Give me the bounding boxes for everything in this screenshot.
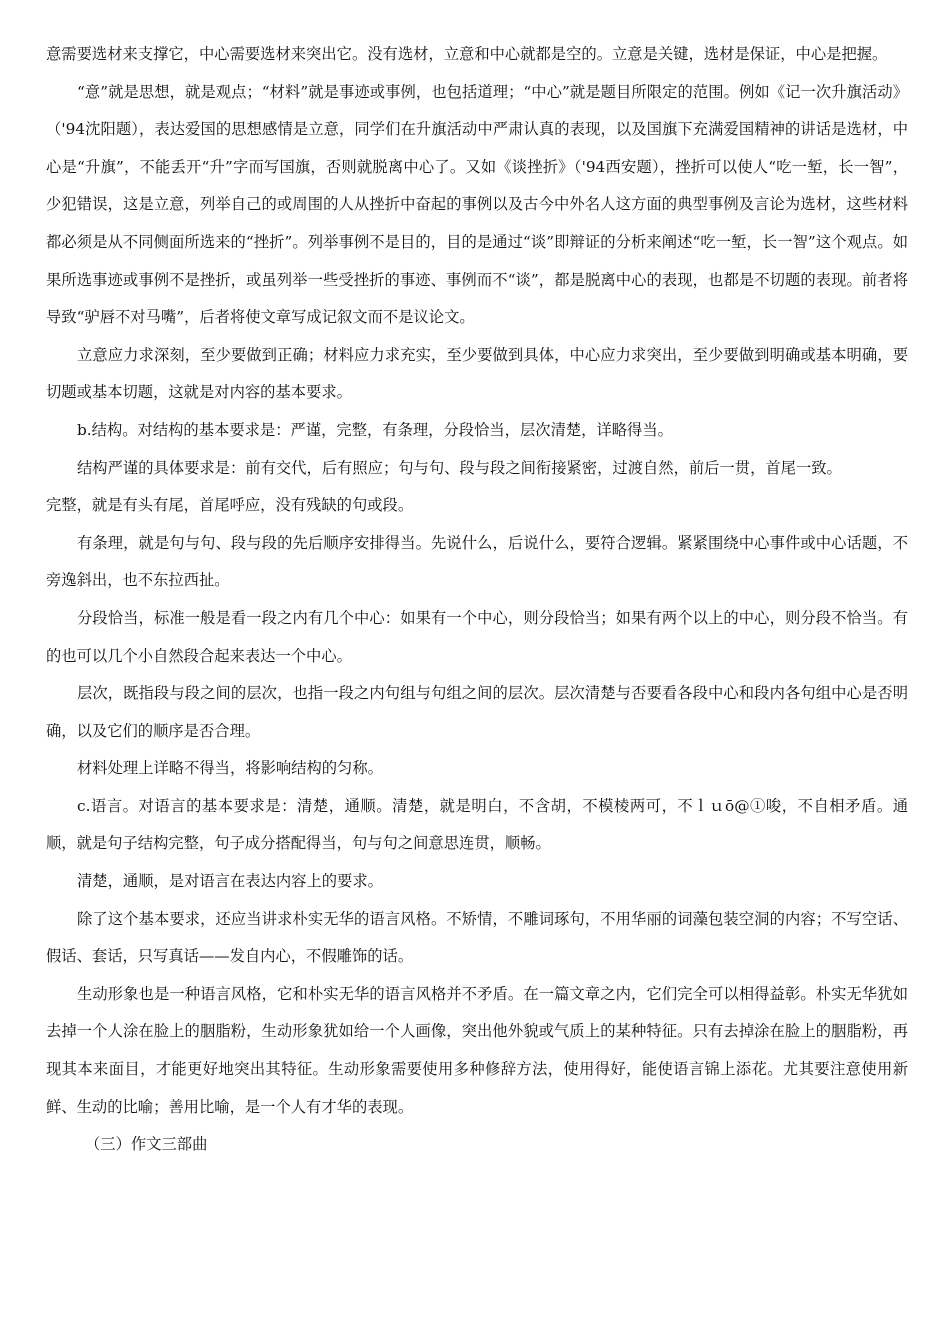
paragraph-language-plain-style: 除了这个基本要求，还应当讲求朴实无华的语言风格。不矫情，不雕词琢句，不用华丽的词藻包装空洞的内容；不写空话、假话、套话，只写真话——发自内心，不假雕饰的话。 [46, 909, 908, 966]
paragraph-structure-heading: b.结构。对结构的基本要求是：严谨，完整，有条理，分段恰当，层次清楚，详略得当。 [77, 420, 673, 439]
paragraph-layers: 层次，既指段与段之间的层次，也指一段之内句组与句组之间的层次。层次清楚与否要看各段中心和段内各句组中心是否明确，以及它们的顺序是否合理。 [46, 684, 908, 740]
paragraph-language-heading: c.语言。对语言的基本要求是：清楚，通顺。清楚，就是明白，不含胡，不模棱两可，不ｌｕō@①唆，不自相矛盾。通顺，就是句子结构完整，句子成分搭配得当，句与句之间意思连贯，顺畅。 [46, 796, 908, 853]
paragraph-paragraphing: 分段恰当，标准一般是看一段之内有几个中心：如果有一个中心，则分段恰当；如果有两个以上的中心，则分段不恰当。有的也可以几个小自然段合起来表达一个中心。 [46, 608, 908, 665]
paragraph-content-requirements: 立意应力求深刻，至少要做到正确；材料应力求充实，至少要做到具体，中心应力求突出，至少要做到明确或基本明确，要切题或基本切题，这就是对内容的基本要求。 [46, 345, 908, 402]
paragraph-structure-order: 有条理，就是句与句、段与段的先后顺序安排得当。先说什么，后说什么，要符合逻辑。紧紧围绕中心事件或中心话题，不旁逸斜出，也不东拉西扯。 [46, 533, 908, 590]
paragraph-language-vivid-style: 生动形象也是一种语言风格，它和朴实无华的语言风格并不矛盾。在一篇文章之内，它们完全可以相得益彰。朴实无华犹如去掉一个人涂在脸上的胭脂粉，生动形象犹如给一个人画像，突出他外貌或气质上的某种特征。只有去掉涂在脸上的胭脂粉，再现其本来面目，才能更好地突出其特征。生动形象需要使用多种修辞方法，使用得好，能使语言锦上添花。尤其要注意使用新鲜、生动的比喻；善用比喻，是一个人有才华的表现。 [46, 984, 908, 1116]
paragraph-language-clarity: 清楚，通顺，是对语言在表达内容上的要求。 [77, 872, 383, 891]
paragraph-idea-material-center: “意”就是思想，就是观点；“材料”就是事迹或事例，也包括道理；“中心”就是题目所限定的范围。例如《记一次升旗活动》（'94沈阳题），表达爱国的思想感情是立意，同学们在升旗活动中严肃认真的表现，以及国旗下充满爱国精神的讲话是选材，中心是“升旗”，不能丢开“升”字而写国旗，否则就脱离中心了。又如《谈挫折》（'94西安题），挫折可以使人“吃一堑，长一智”，少犯错误，这是立意，列举自己的或周围的人从挫折中奋起的事例以及古今中外名人这方面的典型事例及言论为选材，这些材料都必须是从不同侧面所选来的“挫折”。列举事例不是目的，目的是通过“谈”即辩证的分析来阐述“吃一堑，长一智”这个观点。如果所选事迹或事例不是挫折，或虽列举一些受挫折的事迹、事例而不“谈”，都是脱离中心的表现，也都是不切题的表现。前者将导致“驴唇不对马嘴”，后者将使文章写成记叙文而不是议论文。 [46, 82, 908, 327]
paragraph-detail-balance: 材料处理上详略不得当，将影响结构的匀称。 [77, 759, 383, 778]
paragraph-selection-continued: 意需要选材来支撑它，中心需要选材来突出它。没有选材，立意和中心就都是空的。立意是关键，选材是保证，中心是把握。 [46, 45, 888, 63]
document-page [46, 36, 908, 1164]
paragraph-structure-rigor: 结构严谨的具体要求是：前有交代，后有照应；句与句、段与段之间衔接紧密，过渡自然，前后一贯，首尾一致。 [77, 458, 842, 477]
section-heading-three-steps: （三）作文三部曲 [85, 1135, 208, 1154]
paragraph-structure-complete: 完整，就是有头有尾，首尾呼应，没有残缺的句或段。 [46, 496, 414, 515]
